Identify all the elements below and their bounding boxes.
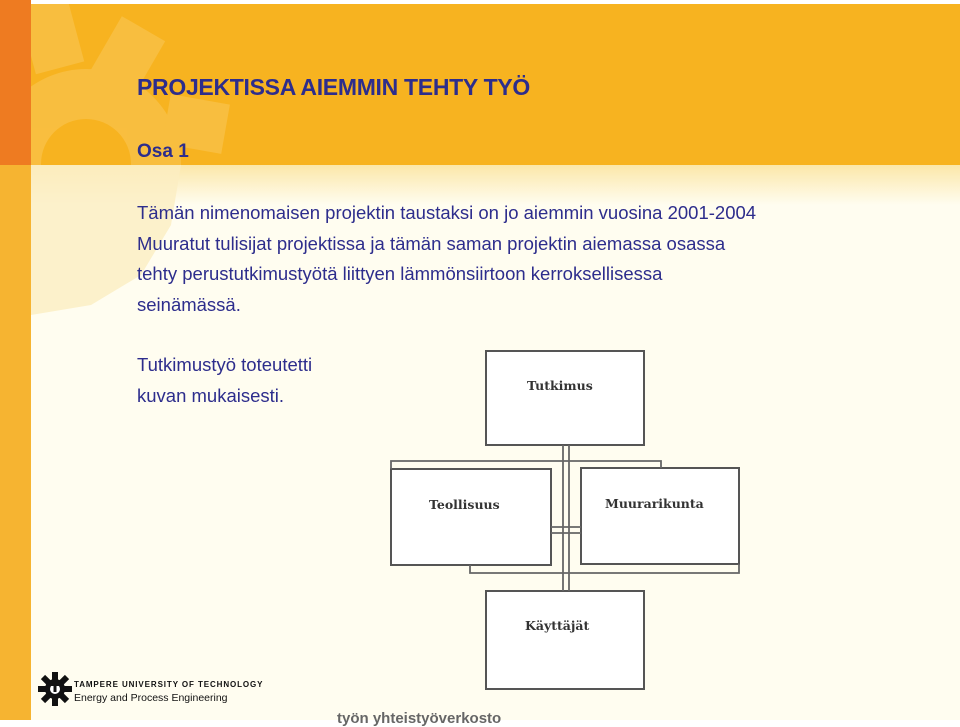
method-paragraph: [137, 350, 367, 411]
intro-line: Muuratut tulisijat projektissa ja tämän saman projektin aiemassa osassa: [137, 232, 726, 254]
box-left: [391, 469, 551, 565]
box-label-right: Muurarikunta: [605, 496, 704, 511]
diagram-caption-cut: työn yhteistyöverkosto: [337, 710, 502, 727]
box-label-left: Teollisuus: [429, 497, 500, 512]
box-right: [581, 468, 739, 564]
left-accent-strip: [0, 0, 31, 720]
slide-title: PROJEKTISSA AIEMMIN TEHTY TYÖ: [137, 74, 530, 100]
intro-line: tehty perustutkimustyötä liittyen lämmönsiirtoon kerroksellisessa: [137, 263, 663, 284]
collaboration-diagram: [385, 345, 765, 720]
box-label-bottom: Käyttäjät: [525, 618, 590, 633]
tut-gear-logo-icon: [38, 672, 72, 706]
left-accent-orange: [0, 0, 31, 165]
method-line: kuvan mukaisesti.: [137, 384, 285, 406]
intro-paragraph: [137, 198, 857, 320]
box-label-top: Tutkimus: [527, 378, 593, 393]
department-name: Energy and Process Engineering: [74, 692, 228, 704]
slide-subtitle: Osa 1: [137, 141, 189, 162]
intro-line: Tämän nimenomaisen projektin taustaksi on jo aiemmin vuosina 2001-2004: [137, 202, 757, 223]
diagram-graphic: [385, 345, 765, 720]
box-top: [486, 351, 644, 445]
box-bottom: [486, 591, 644, 689]
intro-line: seinämässä.: [137, 293, 241, 315]
method-line: Tutkimustyö toteutetti: [137, 354, 313, 375]
university-name: TAMPERE UNIVERSITY OF TECHNOLOGY: [74, 680, 264, 689]
